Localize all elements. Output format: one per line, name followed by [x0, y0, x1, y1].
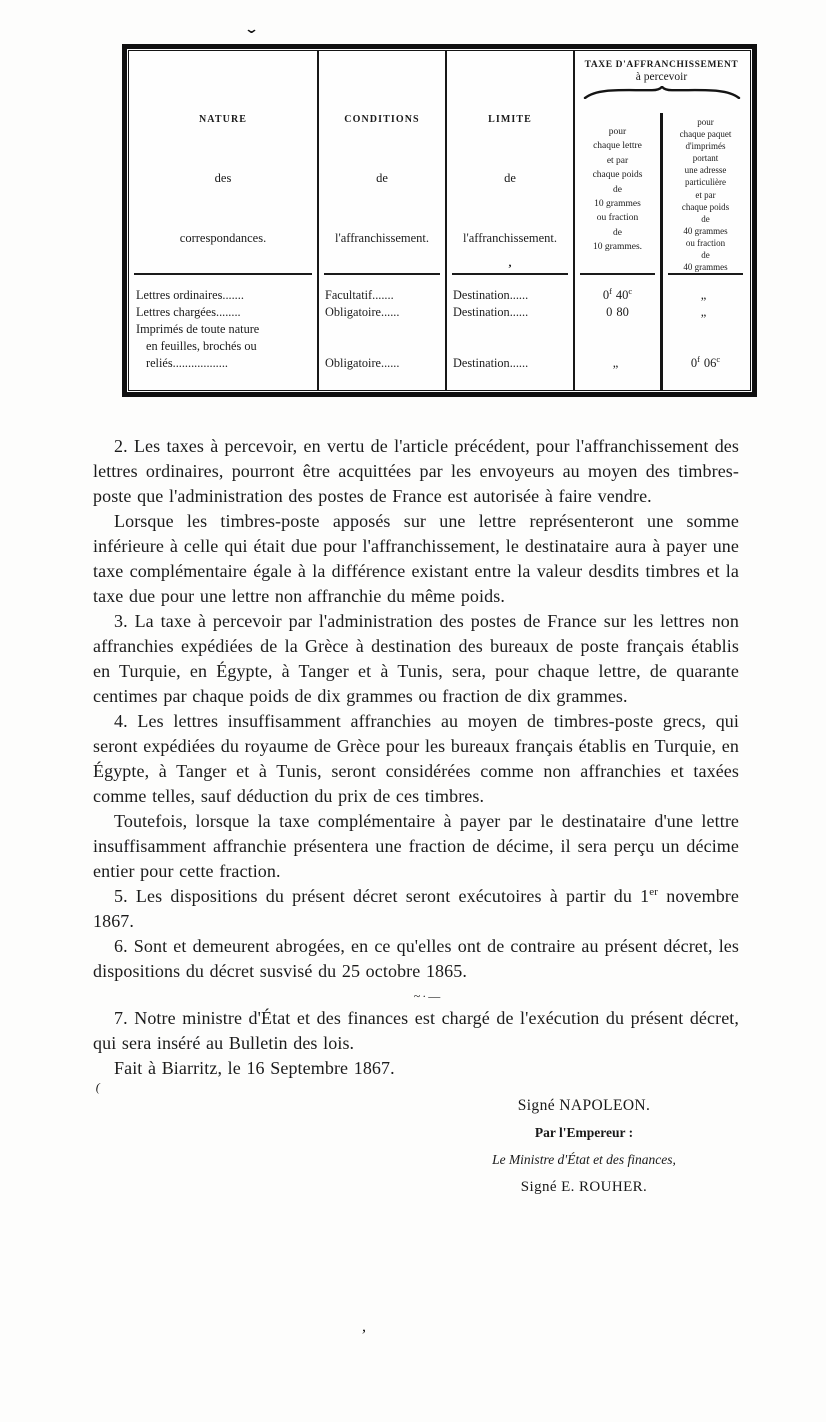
header-line: 40 grammes	[683, 262, 728, 273]
tax-cell: „	[700, 305, 707, 319]
tax-cell: 0 80	[606, 305, 629, 319]
header-line: de	[613, 227, 622, 238]
column-title-line: l'affranchissement.	[462, 231, 557, 245]
header-line: une adresse	[684, 165, 727, 176]
header-line: 10 grammes	[594, 199, 641, 210]
column-title: NATURE	[198, 114, 248, 125]
signature-rouher: Signé E. ROUHER.	[520, 1179, 648, 1195]
nature-cells	[129, 275, 317, 372]
header-line: pour	[697, 117, 714, 127]
paragraph-article-3: 3. La taxe à percevoir par l'administration des postes de France sur les lettres non affranchies expédiées de la Grèce à destination des bureaux de poste français établis en Turquie, en Égypte, à Tanger et à Tunis, sera, pour chaque lettre, de quarante centimes par chaque poids de dix grammes ou fraction de dix grammes.	[93, 611, 739, 706]
column-title-line: des	[214, 171, 232, 185]
paragraph-article-2: 2. Les taxes à percevoir, en vertu de l'article précédent, pour l'affranchissement des lettres ordinaires, pourront être acquittées par les envoyeurs au moyen des timbres-poste que l'administration des postes de France est autorisée à faire vendre.	[93, 436, 739, 506]
paragraph-article-2-continued: Lorsque les timbres-poste apposés sur une lettre représenteront une somme inférieure à celle qui était due pour l'affranchissement, le destinataire aura à payer une taxe complémentaire égale à la différence existant entre la valeur desdits timbres et la taxe due pour une lettre non affranchie du même poids.	[93, 511, 739, 606]
signature-par-empereur: Par l'Empereur :	[534, 1125, 634, 1140]
table-cell: Lettres ordinaires.......	[136, 288, 244, 302]
signature-napoleon: Signé NAPOLEON.	[517, 1097, 651, 1114]
tax-cell: 0$^f$ 06$^c$	[690, 355, 721, 370]
rate-table	[122, 44, 757, 397]
ink-mark-below-signature: ,	[362, 1318, 366, 1335]
column-title-line: correspondances.	[179, 231, 267, 245]
header-line: chaque lettre	[593, 141, 642, 152]
tax-group-title: TAXE D'AFFRANCHISSEMENT	[584, 60, 739, 70]
tax-cell	[575, 321, 660, 338]
ink-mark-cell: ,	[508, 255, 512, 269]
table-cell	[447, 338, 573, 355]
column-title-line: l'affranchissement.	[334, 231, 429, 245]
tax-packet-cells	[663, 275, 748, 372]
tax-cell: „	[612, 356, 619, 370]
closing-line: Fait à Biarritz, le 16 Septembre 1867.	[114, 1058, 395, 1078]
header-line: et par	[695, 189, 716, 200]
conditions-cells	[319, 275, 445, 372]
column-conditions	[319, 51, 447, 390]
paragraph-article-5: 5. Les dispositions du présent décret seront exécutoires à partir du 1er novembre 1867.	[93, 886, 739, 931]
tax-group	[575, 51, 748, 390]
table-cell: Destination......	[453, 305, 529, 319]
header-line: de	[613, 184, 622, 195]
tax-packet-header	[663, 113, 748, 273]
header-line: ou fraction	[685, 237, 726, 248]
table-cell: Imprimés de toute nature	[136, 322, 260, 336]
paragraph-article-6: 6. Sont et demeurent abrogées, en ce qu'elles ont de contraire au présent décret, les dispositions du décret susvisé du 25 octobre 1865.	[93, 936, 739, 981]
paragraph-toutefois: Toutefois, lorsque la taxe complémentaire à payer par le destinataire d'une lettre insuffisamment affranchie présentera une fraction de décime, il sera perçu un décime entier pour cette fraction.	[93, 811, 739, 881]
column-title-line: de	[376, 171, 388, 185]
paragraph-article-7: 7. Notre ministre d'État et des finances est chargé de l'exécution du présent décret, qui sera inséré au Bulletin des lois.	[93, 1008, 739, 1053]
ink-mark-margin: (	[94, 1079, 102, 1095]
header-line: de	[701, 250, 710, 261]
header-line: de	[701, 213, 710, 224]
column-limite-header	[447, 51, 573, 273]
column-limite	[447, 51, 575, 390]
tax-cell	[663, 321, 748, 338]
column-title: CONDITIONS	[344, 114, 420, 125]
column-conditions-header	[319, 51, 445, 273]
header-line: 40 grammes	[683, 225, 728, 236]
header-line: particulière	[685, 177, 726, 188]
decree-text	[93, 434, 739, 1196]
table-cell: Lettres chargées........	[136, 305, 241, 319]
column-nature-header	[129, 51, 317, 273]
tax-cell	[575, 338, 660, 355]
tax-cell: „	[700, 288, 707, 302]
table-cell: en feuilles, brochés ou	[146, 339, 257, 353]
table-cell	[319, 321, 445, 338]
header-line: 10 grammes.	[592, 242, 643, 253]
header-line: chaque poids	[592, 170, 643, 181]
table-cell	[319, 338, 445, 355]
header-line: chaque paquet	[679, 129, 732, 140]
limite-cells	[447, 275, 573, 372]
table-cell: Obligatoire......	[325, 356, 400, 370]
column-title-line: de	[504, 171, 516, 185]
header-line: ou fraction	[596, 213, 639, 224]
column-nature	[129, 51, 319, 390]
tax-cell	[663, 338, 748, 355]
table-cell: Facultatif.......	[325, 288, 394, 302]
tax-letter-cells	[575, 275, 660, 372]
header-line: chaque poids	[681, 201, 730, 212]
signature-ministre: Le Ministre d'État et des finances,	[492, 1152, 676, 1167]
column-tax-letter	[575, 113, 663, 390]
header-line: d'imprimés	[685, 141, 726, 152]
table-cell: Obligatoire......	[325, 305, 400, 319]
tax-group-subtitle: à percevoir	[635, 71, 688, 83]
table-cell: Destination......	[453, 288, 529, 302]
paragraph-article-4: 4. Les lettres insuffisamment affranchies au moyen de timbres-poste grecs, qui seront expédiées du royaume de Grèce pour les bureaux français établis en Turquie, en Égypte, à Tanger et à Tunis, seront considérées comme non affranchies et taxées comme telles, sauf déduction du prix de ces timbres.	[93, 711, 739, 806]
header-line: pour	[608, 127, 627, 137]
tax-group-header	[575, 51, 748, 113]
rate-table-inner	[128, 50, 751, 391]
tax-letter-header	[575, 113, 660, 273]
column-tax-packet	[663, 113, 748, 390]
tax-subcolumns	[575, 113, 748, 390]
header-line: et par	[606, 155, 629, 166]
column-title: LIMITE	[488, 114, 532, 125]
table-cell: reliés..................	[146, 356, 228, 370]
header-line: portant	[692, 153, 719, 164]
ink-mark-top: ⌄	[243, 22, 260, 37]
tax-cell: 0$^f$ 40$^c$	[602, 287, 633, 302]
superscript-er: er	[649, 886, 659, 898]
table-cell: Destination......	[453, 356, 529, 370]
table-cell	[447, 321, 573, 338]
brace-icon	[582, 86, 742, 99]
signature-block	[434, 1097, 734, 1196]
section-divider-ornament: ~·—	[413, 989, 443, 1003]
